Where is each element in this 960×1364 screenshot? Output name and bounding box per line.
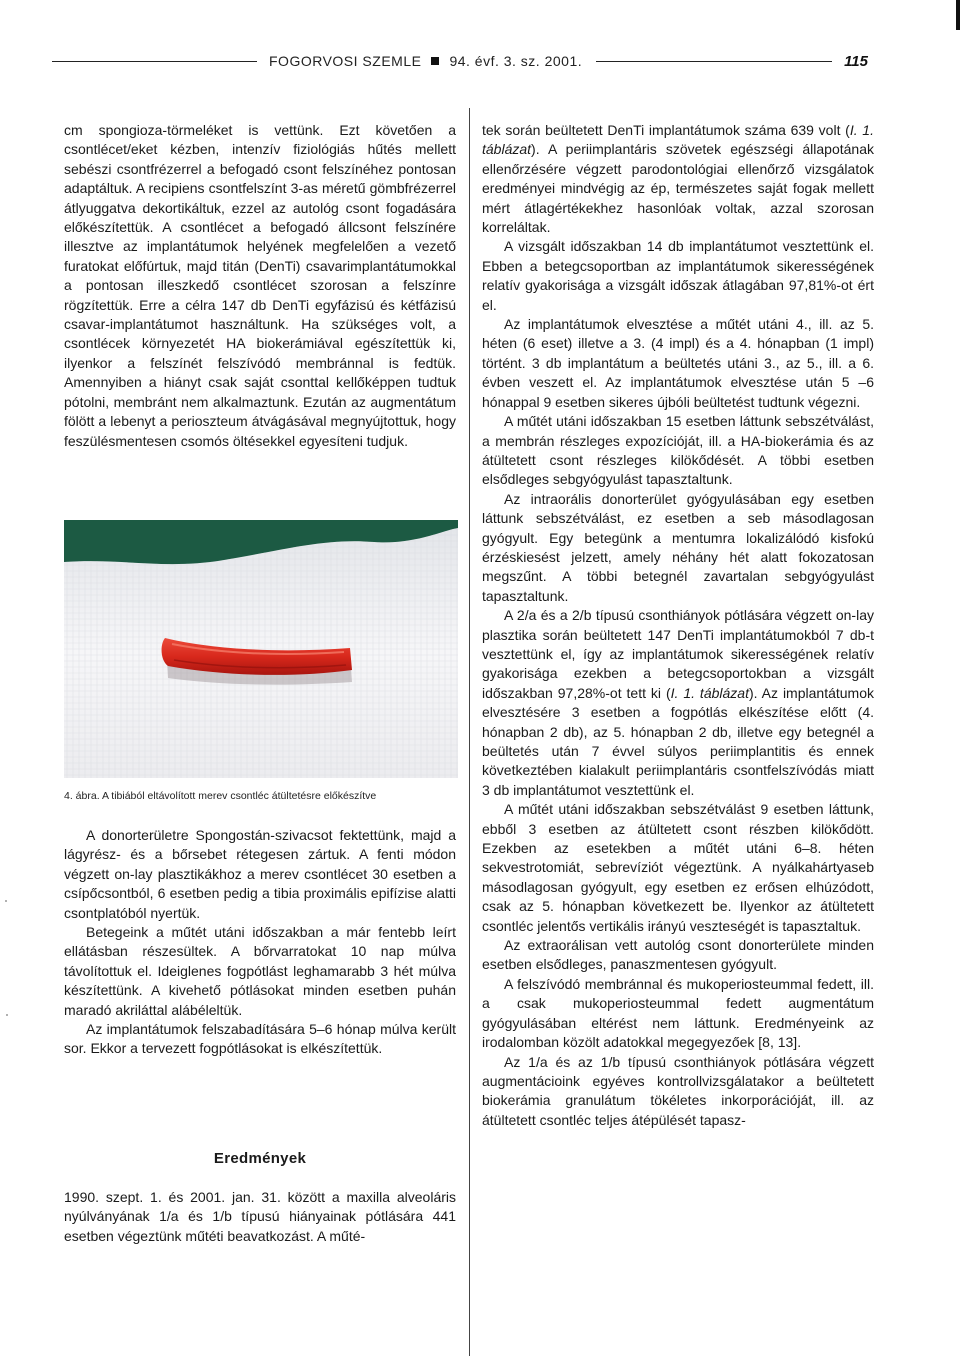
- paragraph: 1990. szept. 1. és 2001. jan. 31. között a maxilla alveoláris nyúlványának 1/a és 1/b típusú hiányainak pótlására 441 esetben végeztünk műtéti beavatkozást. A műté-: [64, 1189, 456, 1244]
- paragraph: Az implantátumok elvesztése a műtét utáni 4., ill. az 5. héten (6 eset) illetve a 3. (4 impl) és a 4. hónapban (1 impl) történt. 3 db implantátum a beültetés utáni 3., az 5., ill. a 6. évben veszett el. Az implantátumok elvesztése után 5 –6 hónappal 9 esetben sikeres újbóli beültetést tudtunk végezni.: [482, 316, 874, 410]
- journal-title: [269, 53, 582, 69]
- journal-name: FOGORVOSI SZEMLE: [269, 53, 422, 69]
- left-column-bottom: [64, 826, 456, 1059]
- text-run: A 2/a és a 2/b típusú csonthiányok pótlására végzett on-lay plasztika során beültetett 147 DenTi implantátumokból 7 db-t vesztettünk el, így az implantátumok sikerességének relatív gyakorisága ezekben a betegcsoportokban a vizsgált időszakban 97,28%-ot tett ki (: [482, 607, 874, 701]
- bullet-separator-icon: [431, 57, 439, 65]
- paragraph: A műtét utáni időszakban 15 esetben láttunk sebszétválást, a membrán részleges expozícióját, ill. a HA-biokerámia és az átültetett csont részleges kilökődését. A többi esetben elsődleges sebgyógyulást tapasztaltunk.: [482, 413, 874, 488]
- running-header: [52, 49, 868, 73]
- table-reference: I. 1. táblázat: [670, 684, 749, 701]
- journal-issue: 94. évf. 3. sz. 2001.: [449, 53, 583, 69]
- left-column-end: [64, 1188, 456, 1246]
- text-run: ). Az implantátumok elvesztésére 3 esetben a fogpótlás elkészítése előtt (4. hónapban 2 db), az 5. hónapban 2 db, illetve egy betegnél a beültetés után 7 évvel súlyos periimplantitis és ennek következtében kialakult periimplantáris csontfelszívódás miatt 3 db implantátumot vesztettünk el.: [482, 684, 874, 798]
- paragraph: A donorterületre Spongostán-szivacsot fektettünk, majd a lágyrész- és a bőrsebet rétegesen zártuk. A fenti módon végzett on-lay plasztikákhoz a merev csontlécet 30 esetben a csípőcsontból, 6 esetben pedig a tibia proximális epifízise alatti csontplatóból nyertük.: [64, 827, 456, 921]
- paragraph: [482, 606, 874, 800]
- text-run: tek során beültetett DenTi implantátumok száma 639 volt (: [482, 122, 850, 138]
- scan-speck: [6, 1014, 8, 1016]
- scan-speck: [5, 900, 7, 902]
- paragraph: [482, 121, 874, 237]
- table-reference: I. 1. táblázat: [482, 122, 874, 158]
- right-column: [482, 121, 874, 1130]
- page-edge-mark: [956, 0, 960, 30]
- paragraph: Az implantátumok felszabadítására 5–6 hónap múlva került sor. Ekkor a tervezett fogpótlásokat is elkészítettük.: [64, 1021, 456, 1057]
- header-rule-right: [596, 61, 832, 62]
- paragraph: Betegeink a műtét utáni időszakban a már fentebb leírt ellátásban részesültek. A bőrvarratokat 10 nap múlva távolítottuk el. Ideiglenes fogpótlást leghamarabb 3 hét múlva készítettünk. A kivehető pótlásokat minden esetben puhán maradó akriláttal alábéleltük.: [64, 924, 456, 1018]
- section-heading: Eredmények: [213, 1150, 307, 1167]
- paragraph: Az extraorálisan vett autológ csont donorterülete minden esetben elsődleges, panaszmentesen gyógyult.: [482, 937, 874, 973]
- paragraph: A vizsgált időszakban 14 db implantátumot vesztettünk el. Ebben a betegcsoportban az implantátumok sikerességének relatív gyakorisága a vizsgált időszak átlagában 97,81%-ot ért el.: [482, 238, 874, 313]
- paragraph: A műtét utáni időszakban sebszétválást 9 esetben láttunk, ebből 3 esetben az átültetett csont részben kilökődött. Ezekben az esetekben a műtét utáni 6–8. héten sekvestrotomiát, sebrevíziót végeztünk. A nyálkahártyaseb másodlagosan gyógyult, egy esetben ez erősen elhúzódott, csak az 5. hónapban következett be. Ilyenkor az átültetett csontléc jelentős vertikális irányú veszteségét is tapasztaltuk.: [482, 801, 874, 934]
- header-rule-left: [52, 61, 257, 62]
- bone-graft-photo: [64, 520, 458, 778]
- paragraph: A felszívódó membránnal és mukoperiosteummal fedett, ill. a csak mukoperiosteummal fedett augmentátum gyógyulásában eltérést nem láttunk. Eredményeink az irodalomban közölt adatokkal megegyezőek [8, 13].: [482, 975, 874, 1051]
- page-number: 115: [844, 52, 868, 70]
- figure-photo: [64, 520, 458, 778]
- left-column-top: [64, 121, 456, 451]
- text-run: ). A periimplantáris szövetek egészségi állapotának ellenőrzésére végzett parodontológiai ellenőrző vizsgálatok eredményei mindvégig az ép, természetes saját fogak mellett mért átlagértékekhez hasonlóak voltak, azzal szorosan korreláltak.: [482, 141, 874, 236]
- paragraph: cm spongioza-törmeléket is vettünk. Ezt követően a csontlécet/eket kézben, intenzív fiziológiás hűtés mellett sebészi csontfrézerrel a befogadó csont felszínéhez pontosan adaptáltuk. A recipiens csontfelszínt 3-as méretű gömbfrézerrel átlyuggatva dekortikáltuk, ezzel az autológ csont fogadására előkészítettük. A csontlécet a befogadó állcsont felszínére illesztve az implantátumok helyének megfelelően a vezető furatokat előfúrtuk, majd titán (DenTi) csavarimplantátumokkal a pontosan illeszkedő csontlécet szorosan a felszínre rögzítettük. Erre a célra 147 db DenTi egyfázisú és kétfázisú csavar-implantátumot használtunk. Ha szükséges volt, a csontlécek környezetét HA biokerámiával egészítettük ki, ilyenkor a felszínét felszívódó membránnal is fedtük. Amennyiben a hiányt csak saját csonttal kellőképpen tudtuk pótolni, membránt nem alkalmaztunk. Ezután az augmentátum fölött a lebenyt a perioszteum átvágásával megnyújtottuk, hogy feszülésmentesen csomós öltésekkel egyesíteni tudjuk.: [64, 122, 456, 449]
- paragraph: Az 1/a és az 1/b típusú csonthiányok pótlására végzett augmentácioink egyéves kontrollvizsgálatakor a beültetett biokerámia granulátum tökéletes inkorporációját, ill. az átültetett csontléc teljes átépülését tapasz-: [482, 1053, 874, 1128]
- figure-caption: 4. ábra. A tibiából eltávolított merev csontléc átültetésre előkészítve: [64, 790, 377, 802]
- column-divider: [469, 108, 470, 1356]
- paragraph: Az intraorális donorterület gyógyulásában egy esetben láttunk sebszétválást, ez esetben a seb másodlagosan gyógyult. Egy betegünk a mentumra lokalizálódó kisfokú érzéskiesést jelzett, amely néhány hét alatt fokozatosan megszűnt. A többi betegnél zavartalan sebgyógyulást tapasztaltunk.: [482, 490, 874, 604]
